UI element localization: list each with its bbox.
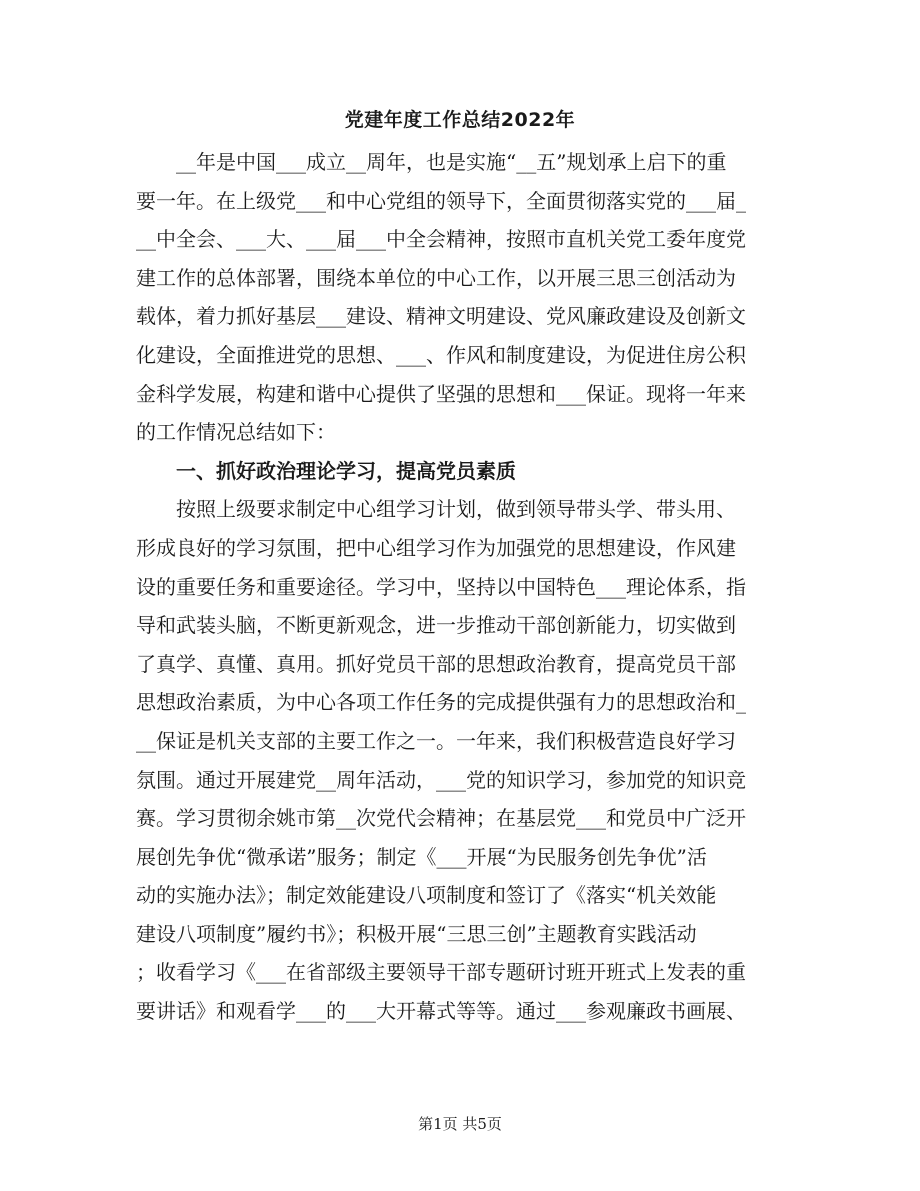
paragraph-line: 载体，着力抓好基层___建设、精神文明建设、党风廉政建设及创新文	[136, 304, 746, 329]
paragraph-line: 金科学发展，构建和谐中心提供了坚强的思想和___保证。现将一年来	[136, 381, 746, 406]
paragraph-line: 设的重要任务和重要途径。学习中，坚持以中国特色___理论体系，指	[136, 574, 746, 599]
paragraph-line: 了真学、真懂、真用。抓好党员干部的思想政治教育，提高党员干部	[136, 651, 736, 676]
page-footer: 第1页 共5页	[418, 1115, 502, 1133]
document-body	[136, 143, 782, 1031]
paragraph-line: 的工作情况总结如下：	[136, 420, 336, 445]
paragraph-line: __保证是机关支部的主要工作之一。一年来，我们积极营造良好学习	[136, 728, 736, 753]
paragraph-line: 建设八项制度”履约书》；积极开展“三思三创”主题教育实践活动	[136, 921, 697, 946]
paragraph-line: 展创先争优“微承诺”服务；制定《___开展“为民服务创先争优”活	[136, 844, 707, 869]
paragraph-line: 赛。学习贯彻余姚市第__次党代会精神；在基层党___和党员中广泛开	[136, 806, 746, 831]
paragraph-line: 建工作的总体部署，围绕本单位的中心工作，以开展三思三创活动为	[136, 265, 736, 290]
paragraph-line: 动的实施办法》；制定效能建设八项制度和签订了《落实“机关效能	[136, 883, 717, 908]
paragraph-line: 要讲话》和观看学___的___大开幕式等等。通过___参观廉政书画展、	[136, 999, 746, 1024]
paragraph-line: 按照上级要求制定中心组学习计划，做到领导带头学、带头用、	[176, 497, 736, 522]
paragraph-line: 氛围。通过开展建党__周年活动，___党的知识学习，参加党的知识竞	[136, 767, 746, 792]
document-title: 党建年度工作总结2022年	[344, 109, 576, 131]
paragraph-line: __中全会、___大、___届___中全会精神，按照市直机关党工委年度党	[136, 227, 746, 252]
paragraph-line: 要一年。在上级党___和中心党组的领导下，全面贯彻落实党的___届_	[136, 188, 746, 213]
section-heading: 一、抓好政治理论学习，提高党员素质	[176, 458, 516, 483]
paragraph-line: __年是中国___成立__周年，也是实施“__五”规划承上启下的重	[176, 150, 727, 174]
paragraph-line: 化建设，全面推进党的思想、___、作风和制度建设，为促进住房公积	[136, 342, 746, 367]
paragraph-line: ；收看学习《___在省部级主要领导干部专题研讨班开班式上发表的重	[136, 960, 746, 985]
paragraph-line: 思想政治素质，为中心各项工作任务的完成提供强有力的思想政治和_	[136, 690, 746, 715]
paragraph-line: 导和武装头脑，不断更新观念，进一步推动干部创新能力，切实做到	[136, 613, 736, 638]
paragraph-line: 形成良好的学习氛围，把中心组学习作为加强党的思想建设，作风建	[136, 535, 736, 560]
